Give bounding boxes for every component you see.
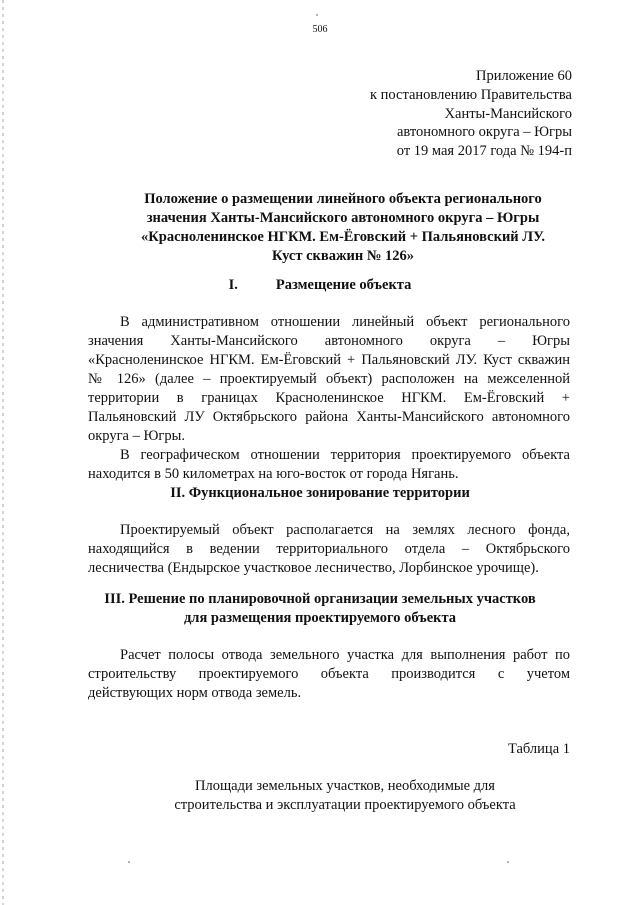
appendix-line: от 19 мая 2017 года № 194-п	[396, 143, 572, 160]
section-3-heading	[70, 590, 570, 628]
section-3-paragraph-1	[88, 646, 570, 703]
scan-speck	[507, 861, 509, 863]
appendix-block	[272, 67, 572, 161]
section-2-heading	[70, 484, 570, 503]
scan-edge	[2, 0, 4, 905]
section-1-paragraph-2	[88, 446, 570, 484]
section-1-number: I.	[228, 277, 238, 293]
page-number: 506	[312, 24, 328, 35]
text-line: находящийся в ведении территориального отдела – Октябрьского	[88, 541, 570, 557]
table-caption	[100, 777, 590, 815]
text-line: значения Ханты-Мансийского автономного округа – Югры	[88, 333, 570, 349]
text-line: лесничества (Ендырское участковое лесничество, Лорбинское урочище).	[88, 560, 539, 576]
appendix-line: Приложение 60	[476, 68, 572, 84]
title-line: Куст скважин № 126»	[271, 248, 415, 264]
section-1-paragraph-1	[88, 313, 570, 446]
table-caption-line: строительства и эксплуатации проектируемого объекта	[174, 797, 516, 813]
text-line: В географическом отношении территория проектируемого объекта	[120, 447, 570, 463]
title-line: Положение о размещении линейного объекта регионального	[144, 191, 542, 207]
appendix-line: к постановлению Правительства	[370, 86, 572, 103]
title-line: значения Ханты-Мансийского автономного округа – Югры	[146, 210, 540, 226]
section-3-title-line: для размещения проектируемого объекта	[183, 610, 457, 626]
section-3-title-line: III. Решение по планировочной организации земельных участков	[104, 591, 536, 607]
section-1-heading	[70, 276, 570, 295]
table-caption-line: Площади земельных участков, необходимые для	[195, 778, 495, 794]
text-line: находится в 50 километрах на юго-восток от города Нягань.	[88, 466, 459, 482]
section-2-title: II. Функциональное зонирование территории	[170, 485, 470, 501]
appendix-line: Ханты-Мансийского	[444, 105, 572, 122]
text-line: действующих норм отвода земель.	[88, 685, 302, 701]
document-title	[112, 190, 574, 266]
text-line: округа – Югры.	[88, 428, 185, 444]
text-line: № 126» (далее – проектируемый объект) расположен на межселенной	[88, 371, 570, 387]
scan-speck	[316, 14, 318, 16]
scan-speck	[128, 861, 130, 863]
text-line: Проектируемый объект располагается на землях лесного фонда,	[120, 522, 570, 538]
title-line: «Красноленинское НГКМ. Ем-Ёговский + Пальяновский ЛУ.	[141, 229, 545, 245]
text-line: «Красноленинское НГКМ. Ем-Ёговский + Пальяновский ЛУ. Куст скважин	[88, 352, 570, 368]
text-line: В административном отношении линейный объект регионального	[120, 314, 570, 330]
text-line: Пальяновский ЛУ Октябрьского района Ханты-Мансийского автономного	[88, 409, 570, 425]
text-line: территории в границах Красноленинское НГКМ. Ем-Ёговский +	[88, 390, 570, 406]
appendix-line: автономного округа – Югры	[396, 124, 572, 141]
section-1-title: Размещение объекта	[275, 277, 412, 293]
section-2-paragraph-1	[88, 521, 570, 578]
text-line: Расчет полосы отвода земельного участка для выполнения работ по	[120, 647, 570, 663]
text-line: строительству проектируемого объекта производится с учетом	[88, 666, 570, 682]
table-label: Таблица 1	[507, 741, 570, 757]
